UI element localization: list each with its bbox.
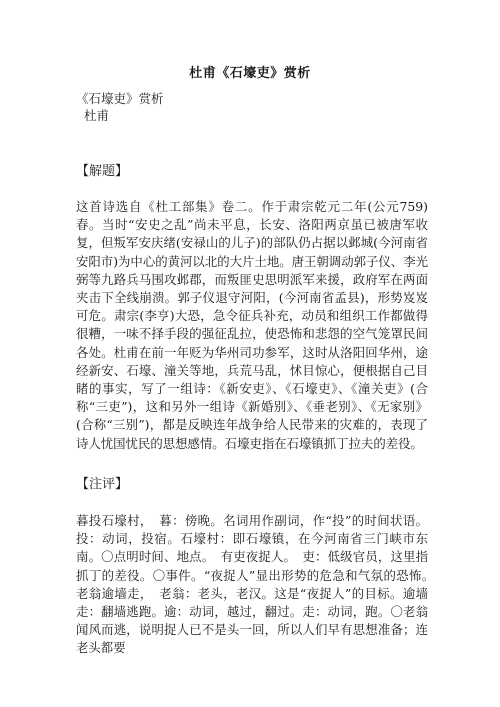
section-heading-zhuping: 【注评】 [76, 477, 129, 492]
section-heading-jieti: 【解题】 [76, 164, 129, 179]
section-body-zhuping: 暮投石壕村， 暮：傍晚。名词用作副词，作“投”的时间状语。投：动词，投宿。石壕村：即石壕镇，在今河南省三门峡市东南。〇点明时间、地点。 有吏夜捉人。 吏：低级官员，这里指抓丁的差役。〇事件。“夜捉人”显出形势的危急和气氛的恐怖。 老翁逾墙走， 老翁：老头，老汉。这是“夜捉人”的目标。逾墙走：翻墙逃跑。逾：动词，越过，翻过。走：动词，跑。〇老翁闻风而逃，说明捉人已不是头一回，所以人们早有思想准备；连老头都要 [76, 513, 441, 656]
page-title: 杜甫《石壕吏》赏析 [189, 66, 311, 81]
author-line: 杜甫 [84, 108, 110, 123]
work-title-line: 《石壕吏》赏析 [76, 91, 164, 106]
section-body-jieti: 这首诗选自《杜工部集》卷二。作于肃宗乾元二年(公元759)春。当时“安史之乱”尚未平息，长安、洛阳两京虽已被唐军收复，但叛军安庆绪(安禄山的儿子)的部队仍占据以邺城(今河南省安阳市)为中心的黄河以北的大片土地。唐王朝调动郭子仪、李光弼等九路兵马围攻邺郡，而叛匪史思明派军来援，政府军在两面夹击下全线崩溃。郭子仪退守河阳，(今河南省孟县)，形势岌岌可危。肃宗(李亨)大恐，急令征兵补充，动员和组织工作都做得很糟，一味不择手段的强征乱拉，使恐怖和悲怨的空气笼罩民间各处。杜甫在前一年贬为华州司功参军，这时从洛阳回华州，途经新安、石壕、潼关等地，兵荒马乱，怵目惊心，便根据自己目睹的事实，写了一组诗：《新安吏》、《石壕吏》、《潼关吏》(合称“三吏”)，这和另外一组诗《新婚别》、《垂老别》、《无家别》(合称“三别”)，都是反映连年战争给人民带来的灾难的，表现了诗人忧国忧民的思想感情。石壕吏指在石壕镇抓丁拉夫的差役。 [76, 199, 428, 451]
